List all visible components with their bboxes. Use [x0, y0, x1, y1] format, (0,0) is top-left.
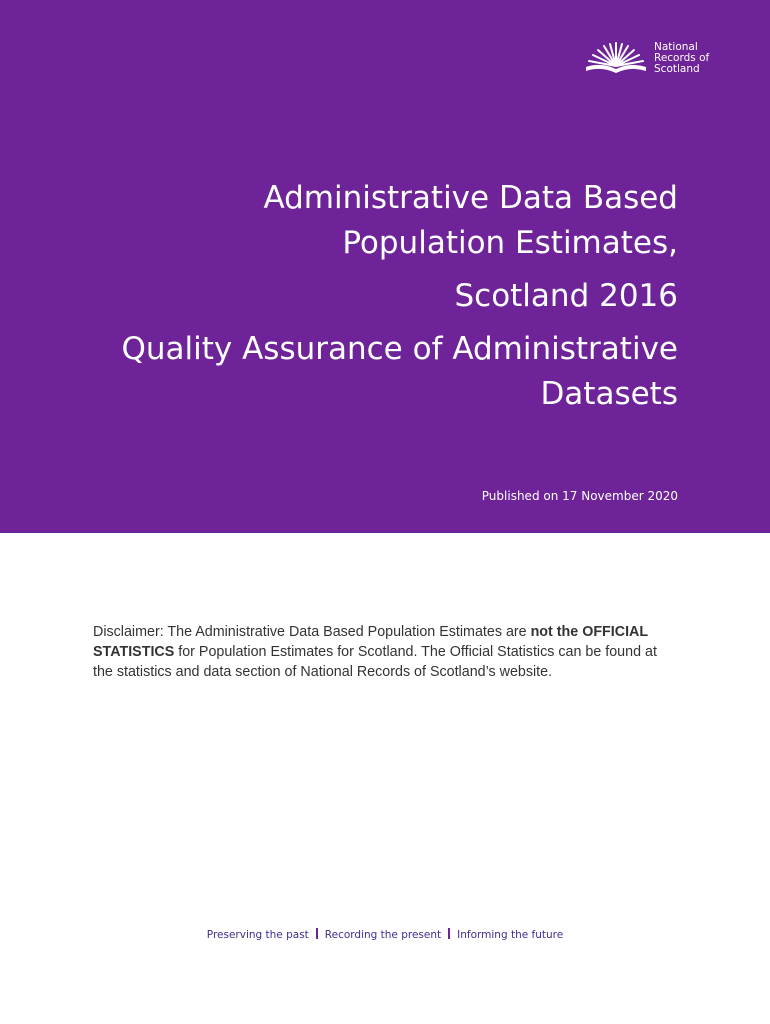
tagline-separator	[316, 928, 318, 939]
logo-wordmark	[654, 42, 709, 75]
open-book-fan-icon	[584, 40, 648, 76]
disclaimer-text	[93, 622, 673, 682]
disclaimer-bold: not the OFFICIAL STATISTICS	[93, 624, 648, 661]
document-title	[78, 176, 678, 417]
disclaimer-part-1: Disclaimer: The Administrative Data Based Population Estimates are	[93, 624, 531, 641]
published-date: Published on 17 November 2020	[481, 489, 678, 503]
subtitle-line-1: Quality Assurance of Administrative	[121, 331, 678, 367]
tagline-item-3: Informing the future	[457, 929, 564, 941]
nrs-logo	[584, 38, 724, 78]
disclaimer-part-2: for Population Estimates for Scotland. The Official Statistics can be found at the statistics and data section of National Records of Scotland’s website.	[93, 644, 657, 681]
tagline-item-1: Preserving the past	[206, 929, 309, 941]
footer-tagline	[0, 928, 770, 941]
logo-line-1: National	[654, 41, 698, 53]
title-line-2: Population Estimates,	[342, 225, 678, 261]
tagline-item-2: Recording the present	[324, 929, 442, 941]
title-line-1: Administrative Data Based	[263, 180, 678, 216]
logo-line-2: Records of	[654, 52, 710, 64]
subtitle-line-2: Datasets	[540, 376, 678, 412]
logo-line-3: Scotland	[654, 63, 700, 75]
tagline-separator	[448, 928, 450, 939]
title-line-3: Scotland 2016	[454, 278, 678, 314]
